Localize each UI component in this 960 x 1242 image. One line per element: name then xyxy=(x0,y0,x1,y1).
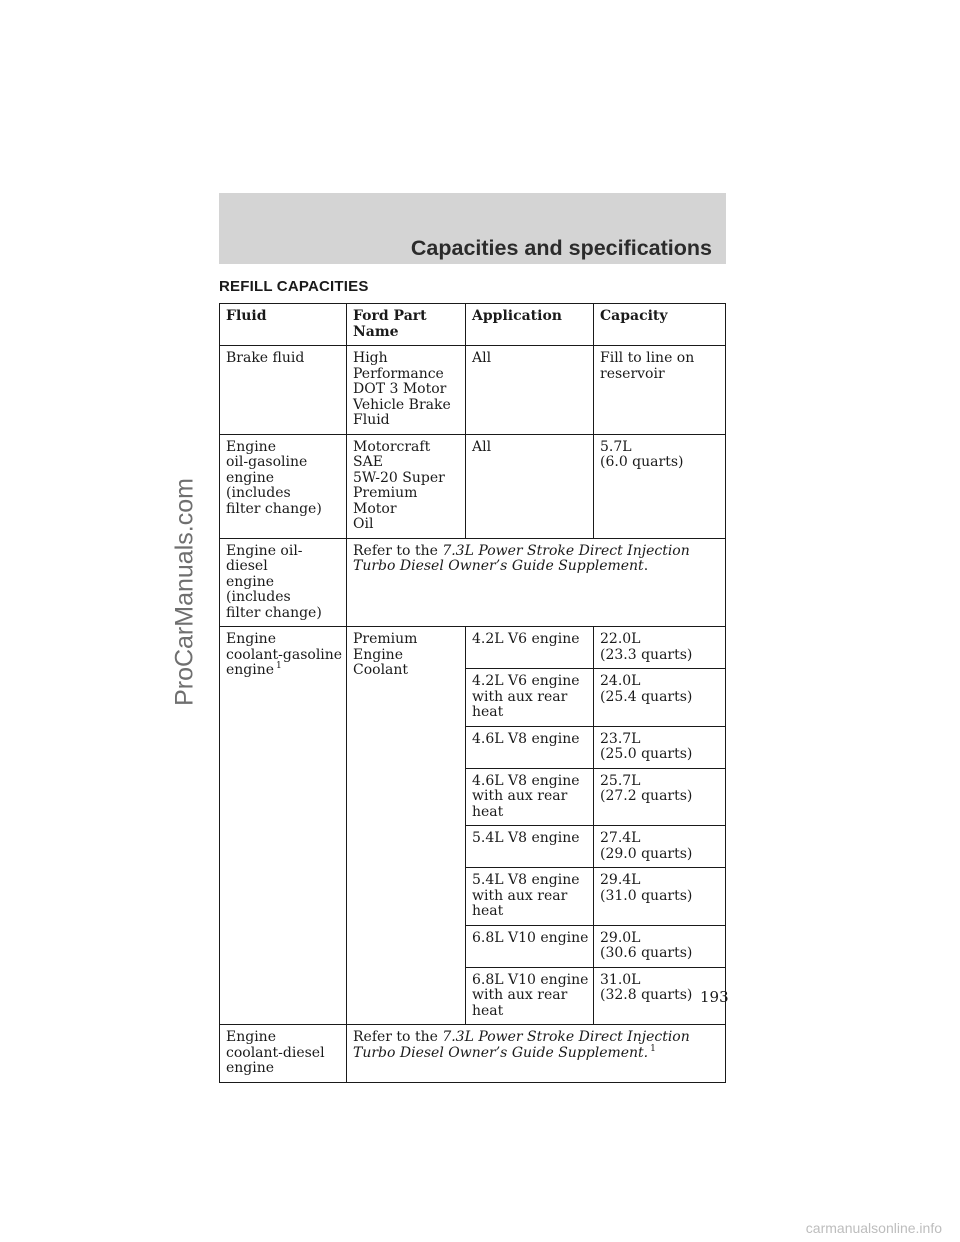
cell-application: 6.8L V10 engine xyxy=(466,925,594,967)
cell-application: 4.6L V8 engine with aux rear heat xyxy=(466,768,594,826)
cell-capacity: 24.0L (25.4 quarts) xyxy=(594,669,726,727)
cell-capacity: 5.7L (6.0 quarts) xyxy=(594,434,726,538)
refer-prefix: Refer to the xyxy=(353,1029,443,1045)
table-row-brake-fluid xyxy=(220,346,726,435)
cell-capacity: Fill to line on reservoir xyxy=(594,346,726,435)
cell-fluid xyxy=(220,627,347,1025)
cell-fluid: Engine oil-gasoline engine (includes filter change) xyxy=(220,434,347,538)
cell-application: All xyxy=(466,346,594,435)
page-header-title: Capacities and specifications xyxy=(410,236,712,260)
section-title: REFILL CAPACITIES xyxy=(219,278,369,295)
fluid-label: Engine coolant-gasoline engine xyxy=(226,631,343,678)
cell-application: 6.8L V10 engine with aux rear heat xyxy=(466,967,594,1025)
cell-capacity: 29.4L (31.0 quarts) xyxy=(594,868,726,926)
cell-capacity: 23.7L (25.0 quarts) xyxy=(594,726,726,768)
refill-capacities-table xyxy=(219,303,726,1083)
table-row-oil-gasoline xyxy=(220,434,726,538)
cell-application: 4.2L V6 engine with aux rear heat xyxy=(466,669,594,727)
side-watermark: ProCarManuals.com xyxy=(170,478,199,706)
cell-fluid: Engine oil-diesel engine (includes filter change) xyxy=(220,538,347,627)
table-row-oil-diesel xyxy=(220,538,726,627)
cell-capacity: 29.0L (30.6 quarts) xyxy=(594,925,726,967)
column-header-application: Application xyxy=(466,304,594,346)
cell-capacity: 25.7L (27.2 quarts) xyxy=(594,768,726,826)
cell-application: 4.6L V8 engine xyxy=(466,726,594,768)
column-header-part-name: Ford Part Name xyxy=(347,304,466,346)
table-row-coolant-gasoline xyxy=(220,627,726,669)
footnote-marker: 1 xyxy=(650,1043,656,1054)
header-band xyxy=(219,193,726,264)
page-number: 193 xyxy=(700,988,729,1006)
cell-application: 4.2L V6 engine xyxy=(466,627,594,669)
bottom-watermark: carmanualsonline.info xyxy=(805,1220,942,1236)
cell-part-name: High Performance DOT 3 Motor Vehicle Brake Fluid xyxy=(347,346,466,435)
cell-capacity: 31.0L (32.8 quarts) xyxy=(594,967,726,1025)
footnote-marker: 1 xyxy=(276,661,282,671)
cell-refer-note xyxy=(347,538,726,627)
table-row-coolant-diesel xyxy=(220,1025,726,1083)
table-header-row xyxy=(220,304,726,346)
cell-fluid: Brake fluid xyxy=(220,346,347,435)
refer-document-title: 7.3L Power Stroke Direct Injection Turbo Diesel Owner’s Guide Supplement xyxy=(353,542,690,574)
column-header-fluid: Fluid xyxy=(220,304,347,346)
refer-prefix: Refer to the xyxy=(353,542,443,559)
refer-suffix: . xyxy=(643,558,649,574)
cell-fluid: Engine coolant-diesel engine xyxy=(220,1025,347,1083)
cell-application: 5.4L V8 engine with aux rear heat xyxy=(466,868,594,926)
cell-capacity: 22.0L (23.3 quarts) xyxy=(594,627,726,669)
cell-part-name: Motorcraft SAE 5W-20 Super Premium Motor Oil xyxy=(347,434,466,538)
cell-capacity: 27.4L (29.0 quarts) xyxy=(594,826,726,868)
refer-document-title: 7.3L Power Stroke Direct Injection Turbo Diesel Owner’s Guide Supplement. xyxy=(353,1029,690,1061)
cell-refer-note xyxy=(347,1025,726,1083)
cell-application: All xyxy=(466,434,594,538)
cell-part-name: Premium Engine Coolant xyxy=(347,627,466,1025)
column-header-capacity: Capacity xyxy=(594,304,726,346)
cell-application: 5.4L V8 engine xyxy=(466,826,594,868)
